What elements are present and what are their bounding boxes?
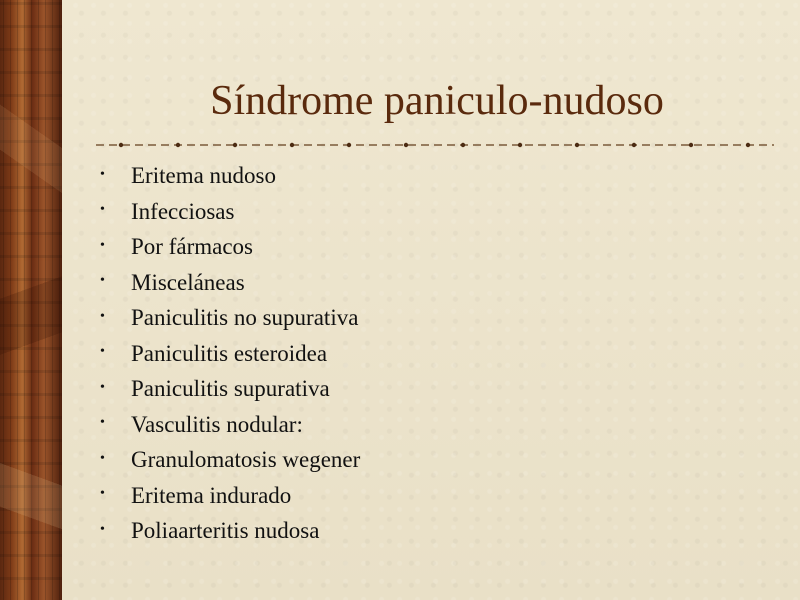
- dotted-divider: [96, 141, 774, 149]
- list-item: [100, 407, 660, 443]
- bullet-text: Misceláneas: [131, 269, 245, 295]
- bullet-icon: •: [100, 415, 105, 431]
- bullet-list: [100, 158, 660, 549]
- list-item: [100, 265, 660, 301]
- bullet-icon: •: [100, 202, 105, 218]
- list-item: [100, 336, 660, 372]
- bullet-text: Eritema indurado: [131, 482, 292, 508]
- decorative-texture-strip: [0, 0, 62, 600]
- bullet-text: Infecciosas: [131, 198, 235, 224]
- list-item: [100, 513, 660, 549]
- slide-title: Síndrome paniculo-nudoso: [210, 78, 664, 124]
- bullet-text: Vasculitis nodular:: [131, 411, 303, 437]
- bullet-text: Eritema nudoso: [131, 163, 276, 189]
- list-item: [100, 478, 660, 514]
- bullet-icon: •: [100, 450, 105, 466]
- list-item: [100, 371, 660, 407]
- bullet-icon: •: [100, 521, 105, 537]
- divider-graphic: [96, 141, 774, 149]
- bullet-icon: •: [100, 237, 105, 253]
- bullet-text: Paniculitis supurativa: [131, 376, 330, 402]
- bullet-icon: •: [100, 166, 105, 182]
- bullet-icon: •: [100, 486, 105, 502]
- bullet-text: Granulomatosis wegener: [131, 447, 361, 473]
- list-item: [100, 194, 660, 230]
- bullet-text: Por fármacos: [131, 234, 253, 260]
- bullet-text: Paniculitis esteroidea: [131, 340, 328, 366]
- list-item: [100, 442, 660, 478]
- bullet-icon: •: [100, 273, 105, 289]
- bullet-icon: •: [100, 344, 105, 360]
- list-item: [100, 300, 660, 336]
- bullet-icon: •: [100, 308, 105, 324]
- bullet-icon: •: [100, 379, 105, 395]
- list-item: [100, 229, 660, 265]
- list-item: [100, 158, 660, 194]
- bullet-text: Poliaarteritis nudosa: [131, 518, 320, 544]
- bullet-text: Paniculitis no supurativa: [131, 305, 359, 331]
